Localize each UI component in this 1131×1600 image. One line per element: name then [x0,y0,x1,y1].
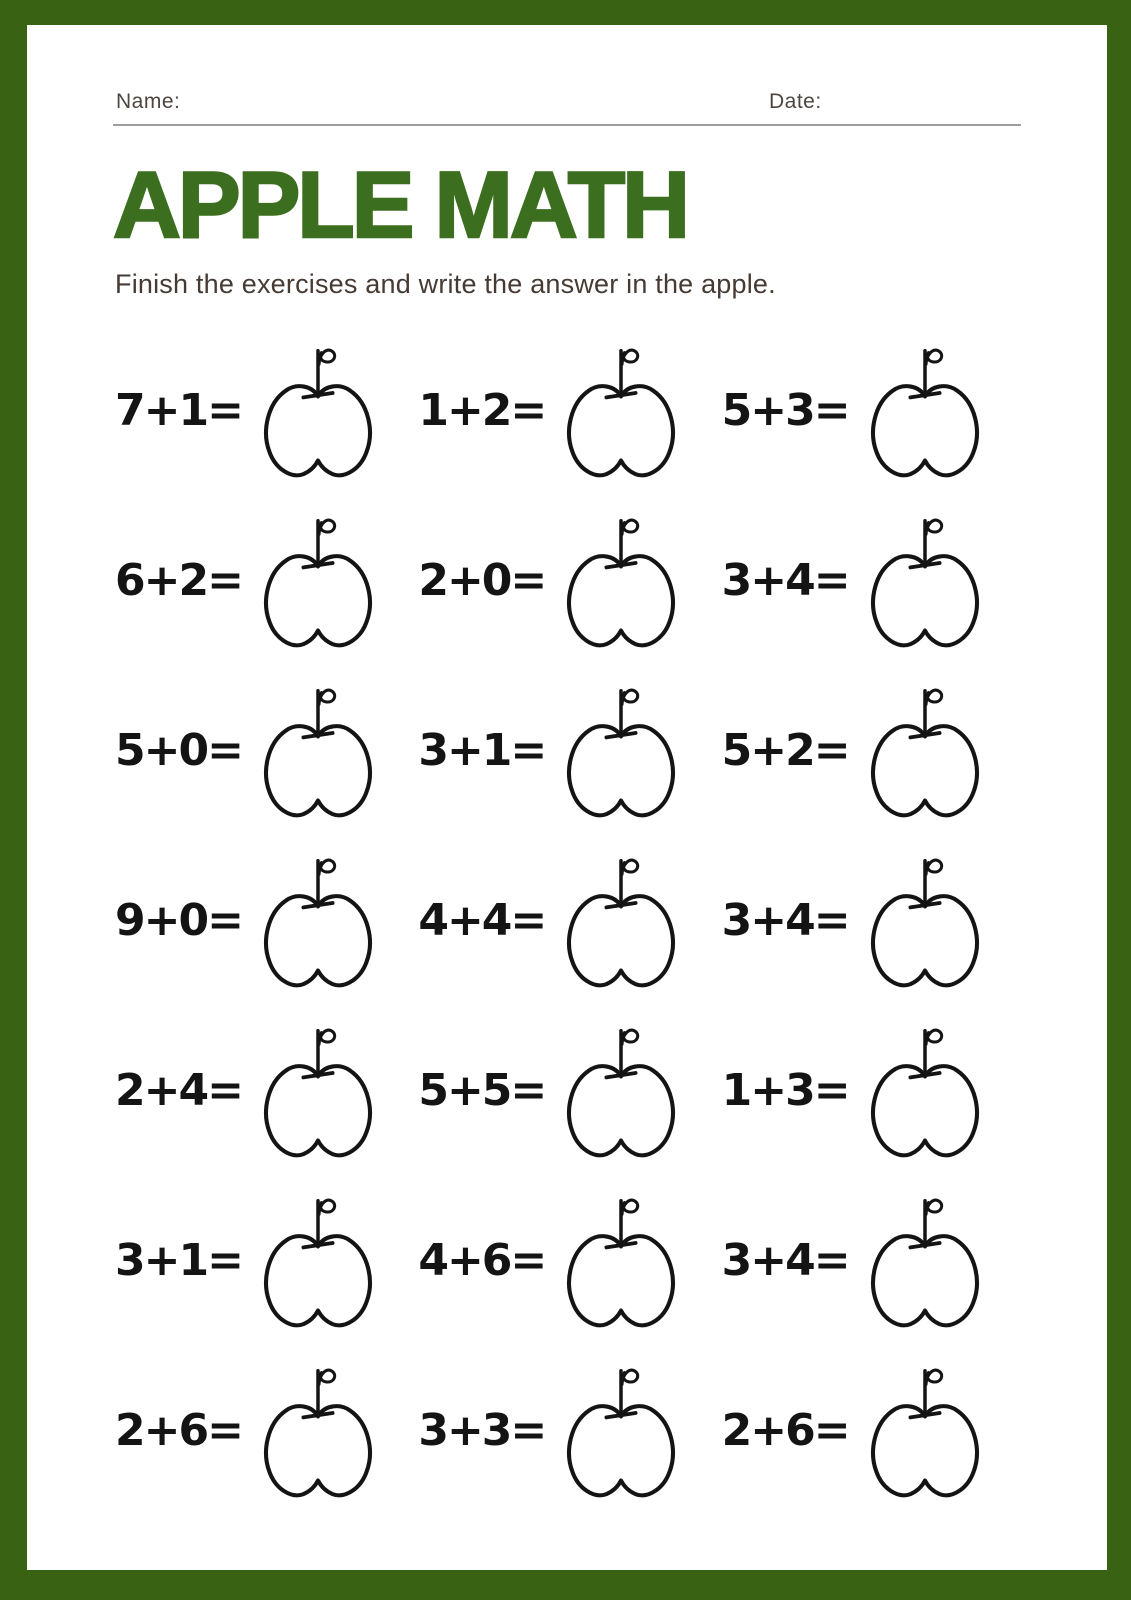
apple-icon [259,682,377,818]
apple-icon [259,1022,377,1158]
equation-text: 3+4= [721,554,849,606]
apple-icon [866,342,984,478]
instructions-text: Finish the exercises and write the answer in the apple. [115,269,776,299]
apple-leaf-curl [622,690,638,704]
problem-cell-r3-c1 [115,682,418,818]
equation-text: 9+0= [115,894,242,946]
equation-text: 5+2= [721,724,849,776]
equation-text: 1+3= [721,1064,849,1116]
problem-cell-r6-c1 [115,1192,418,1328]
problem-cell-r5-c2 [418,1022,721,1158]
problem-cell-r4-c2 [418,852,721,988]
apple-icon [866,852,984,988]
name-date-line [113,89,1021,126]
apple-icon [866,512,984,648]
problem-cell-r3-c3 [722,682,1025,818]
apple-body [266,726,370,815]
apple-icon [562,1022,680,1158]
problem-cell-r2-c1 [115,512,418,648]
equation-text: 3+3= [418,1404,546,1456]
apple-icon [866,1362,984,1498]
apple-icon [866,1192,984,1328]
equation-text: 5+5= [418,1064,546,1116]
apple-body [569,386,673,475]
equation-text: 3+1= [115,1234,242,1286]
problem-cell-r7-c1 [115,1362,418,1498]
problem-cell-r6-c2 [418,1192,721,1328]
apple-body [266,896,370,985]
equation-text: 2+6= [721,1404,849,1456]
apple-icon [259,1362,377,1498]
apple-icon [259,1192,377,1328]
apple-body [873,386,977,475]
apple-leaf-curl [926,690,942,704]
problem-cell-r5-c3 [722,1022,1025,1158]
equation-text: 1+2= [418,384,546,436]
apple-leaf-curl [319,1030,335,1044]
apple-leaf-curl [926,350,942,364]
apple-body [873,896,977,985]
equation-text: 5+0= [115,724,242,776]
apple-leaf-curl [622,520,638,534]
worksheet [27,25,1107,1570]
apple-body [873,1236,977,1325]
problem-cell-r2-c3 [722,512,1025,648]
apple-icon [866,682,984,818]
equation-text: 5+3= [721,384,849,436]
apple-leaf-curl [926,1200,942,1214]
problem-cell-r1-c3 [722,342,1025,478]
equation-text: 4+4= [418,894,546,946]
apple-body [266,1066,370,1155]
apple-body [873,726,977,815]
equation-text: 2+0= [418,554,546,606]
equation-text: 2+6= [115,1404,242,1456]
apple-icon [259,342,377,478]
apple-icon [562,852,680,988]
problem-cell-r1-c1 [115,342,418,478]
apple-body [873,1066,977,1155]
apple-leaf-curl [622,1370,638,1384]
problem-cell-r7-c3 [722,1362,1025,1498]
apple-body [266,556,370,645]
apple-body [569,726,673,815]
apple-body [873,1406,977,1495]
apple-icon [866,1022,984,1158]
apple-icon [562,1192,680,1328]
problem-cell-r4-c1 [115,852,418,988]
page-title: APPLE MATH [113,152,688,257]
apple-leaf-curl [926,1030,942,1044]
problem-cell-r7-c2 [418,1362,721,1498]
apple-body [569,1066,673,1155]
apple-body [569,1406,673,1495]
problem-cell-r1-c2 [418,342,721,478]
apple-leaf-curl [319,350,335,364]
equation-text: 7+1= [115,384,242,436]
equation-text: 3+4= [721,894,849,946]
apple-leaf-curl [319,520,335,534]
date-label: Date: [769,90,822,113]
problem-cell-r3-c2 [418,682,721,818]
apple-body [569,556,673,645]
apple-icon [562,1362,680,1498]
apple-leaf-curl [622,860,638,874]
apple-icon [562,512,680,648]
name-label: Name: [116,90,181,113]
equation-text: 2+4= [115,1064,242,1116]
apple-leaf-curl [622,350,638,364]
problem-cell-r6-c3 [722,1192,1025,1328]
apple-leaf-curl [926,860,942,874]
apple-leaf-curl [622,1030,638,1044]
apple-leaf-curl [926,520,942,534]
apple-body [266,386,370,475]
apple-body [873,556,977,645]
apple-body [569,1236,673,1325]
equation-text: 4+6= [418,1234,546,1286]
problems-grid [115,325,1025,1515]
problem-cell-r5-c1 [115,1022,418,1158]
apple-leaf-curl [319,860,335,874]
apple-icon [562,342,680,478]
apple-leaf-curl [926,1370,942,1384]
apple-icon [562,682,680,818]
apple-leaf-curl [319,690,335,704]
apple-body [266,1406,370,1495]
apple-body [569,896,673,985]
apple-body [266,1236,370,1325]
apple-leaf-curl [319,1370,335,1384]
problem-cell-r4-c3 [722,852,1025,988]
apple-icon [259,512,377,648]
apple-leaf-curl [622,1200,638,1214]
problem-cell-r2-c2 [418,512,721,648]
equation-text: 3+1= [418,724,546,776]
equation-text: 3+4= [721,1234,849,1286]
apple-icon [259,852,377,988]
apple-leaf-curl [319,1200,335,1214]
equation-text: 6+2= [115,554,242,606]
